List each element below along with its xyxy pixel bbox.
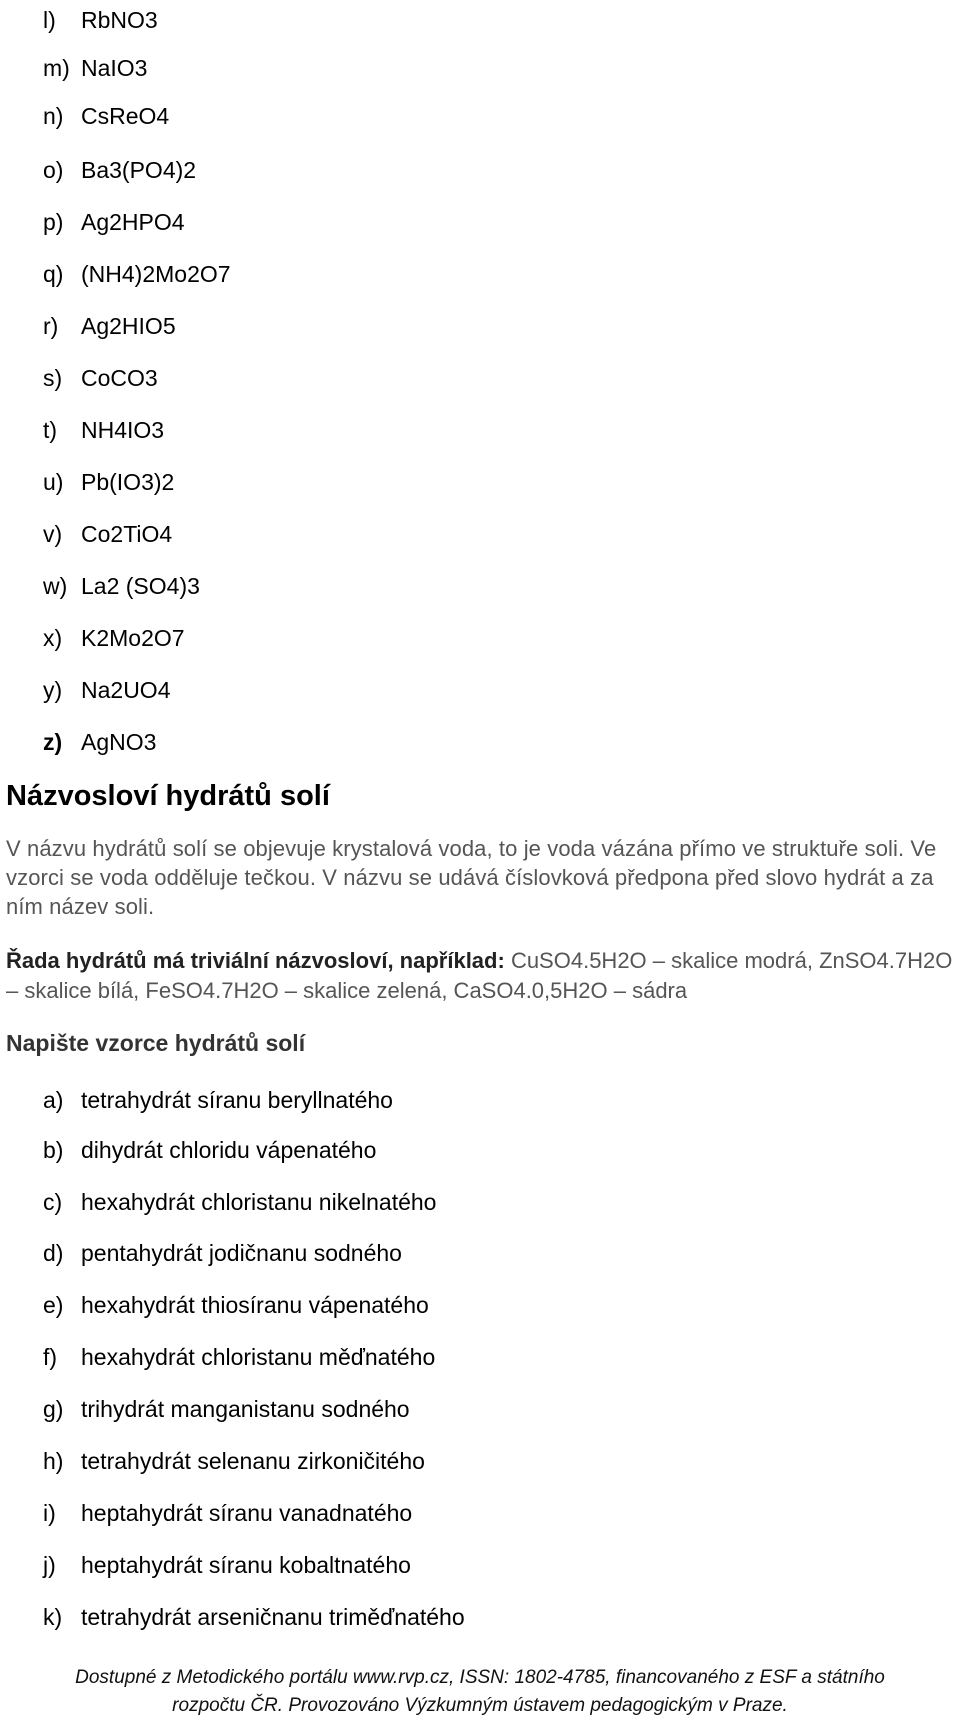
item-label: f) [43,1344,58,1370]
list-item [43,0,158,40]
hydrate-name: hexahydrát thiosíranu vápenatého [81,1292,429,1318]
salt-formula: Ba3(PO4)2 [81,157,197,183]
item-label: g) [43,1396,64,1422]
salt-formula: Co2TiO4 [81,521,173,547]
hydrate-name: hexahydrát chloristanu měďnatého [81,1344,436,1370]
list-item [43,1182,436,1222]
hydrate-name: tetrahydrát arseničnanu triměďnatého [81,1604,465,1630]
item-label: a) [43,1087,64,1113]
item-label: s) [43,365,63,391]
item-label: d) [43,1240,64,1266]
hydrate-name: tetrahydrát selenanu zirkoničitého [81,1448,425,1474]
item-label: j) [43,1552,56,1578]
task-heading: Napište vzorce hydrátů solí [6,1030,306,1056]
hydrate-name: pentahydrát jodičnanu sodného [81,1240,402,1266]
salt-formula: Ag2HIO5 [81,313,176,339]
list-item [43,618,185,658]
list-item [43,202,185,242]
hydrate-name: heptahydrát síranu kobaltnatého [81,1552,411,1578]
trivial-names-lead: Řada hydrátů má triviální názvosloví, například: [6,948,505,973]
hydrate-name: trihydrát manganistanu sodného [81,1396,410,1422]
salt-formula: La2 (SO4)3 [81,573,200,599]
list-item [43,150,196,190]
salt-formula: (NH4)2Mo2O7 [81,261,231,287]
salt-formula: Ag2HPO4 [81,209,185,235]
salt-formula: RbNO3 [81,7,158,33]
item-label: i) [43,1500,56,1526]
list-item [43,254,231,294]
item-label: m) [43,55,70,81]
list-item [43,1389,410,1429]
item-label: z) [43,729,63,755]
salt-formula: NH4IO3 [81,417,165,443]
item-label: u) [43,469,64,495]
list-item [43,462,174,502]
item-label: n) [43,103,64,129]
page-footer [0,1664,960,1720]
item-label: e) [43,1292,64,1318]
item-label: x) [43,625,63,651]
salt-formula: AgNO3 [81,729,157,755]
list-item [43,1441,425,1481]
item-label: h) [43,1448,64,1474]
item-label: l) [43,7,56,33]
item-label: b) [43,1137,64,1163]
salt-formula: NaIO3 [81,55,148,81]
list-item [43,514,172,554]
hydrate-name: tetrahydrát síranu beryllnatého [81,1087,393,1113]
salt-formula: K2Mo2O7 [81,625,185,651]
list-item [43,1493,412,1533]
list-item [43,48,147,88]
section-heading: Názvosloví hydrátů solí [6,780,330,812]
item-label: w) [43,573,68,599]
list-item [43,358,158,398]
hydrate-name: heptahydrát síranu vanadnatého [81,1500,413,1526]
list-item [43,722,156,762]
footer-line: Dostupné z Metodického portálu www.rvp.cz, ISSN: 1802-4785, financovaného z ESF a státního [75,1667,885,1688]
list-item [43,1597,465,1637]
list-item [43,1233,402,1273]
list-item [43,1080,393,1120]
list-item [43,1130,376,1170]
list-item [43,1285,429,1325]
list-item [43,1545,411,1585]
hydrate-name: dihydrát chloridu vápenatého [81,1137,377,1163]
list-item [43,1337,435,1377]
intro-paragraph: V názvu hydrátů solí se objevuje krystalová voda, to je voda vázána přímo ve struktuře soli. Ve vzorci se voda odděluje tečkou. V názvu se udává číslovková předpona před slovo hydrát a za ním název soli. [6,836,937,919]
trivial-names-examples: CuSO4.5H2O – skalice modrá, ZnSO4.7H2O – skalice bílá, FeSO4.7H2O – skalice zelená, CaSO4.0,5H2O – sádra [6,948,953,1003]
item-label: p) [43,209,64,235]
item-label: t) [43,417,58,443]
item-label: q) [43,261,64,287]
list-item [43,410,164,450]
salt-formula: CoCO3 [81,365,158,391]
item-label: c) [43,1189,63,1215]
list-item [43,96,169,136]
list-item [43,670,170,710]
trivial-names-paragraph [6,946,956,1006]
salt-formula: CsReO4 [81,103,170,129]
list-item [43,566,200,606]
list-item [43,306,176,346]
item-label: v) [43,521,63,547]
salt-formula: Pb(IO3)2 [81,469,175,495]
item-label: k) [43,1604,63,1630]
footer-line: rozpočtu ČR. Provozováno Výzkumným ústavem pedagogickým v Praze. [172,1695,788,1716]
salt-formula: Na2UO4 [81,677,171,703]
hydrate-name: hexahydrát chloristanu nikelnatého [81,1189,437,1215]
item-label: r) [43,313,59,339]
item-label: o) [43,157,64,183]
item-label: y) [43,677,63,703]
